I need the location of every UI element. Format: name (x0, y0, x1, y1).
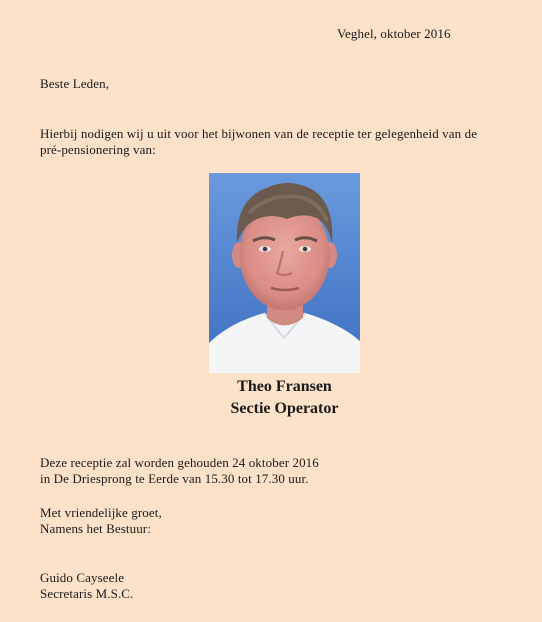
closing-line-1: Met vriendelijke groet, (40, 505, 162, 520)
portrait-illustration (209, 173, 360, 373)
reception-line-1: Deze receptie zal worden gehouden 24 oktober 2016 (40, 455, 319, 470)
date-line: Veghel, oktober 2016 (337, 26, 451, 41)
signature-name: Guido Cayseele (40, 570, 125, 585)
signature-title: Secretaris M.S.C. (40, 586, 134, 601)
intro-line-1: Hierbij nodigen wij u uit voor het bijwonen van de receptie ter gelegenheid van de (40, 126, 478, 141)
person-role: Sectie Operator (230, 400, 339, 417)
intro-line-2: pré-pensionering van: (40, 142, 156, 157)
reception-line-2: in De Driesprong te Eerde van 15.30 tot 17.30 uur. (40, 471, 309, 486)
portrait-photo (209, 173, 360, 373)
closing-line-2: Namens het Bestuur: (40, 521, 151, 536)
person-name: Theo Fransen (237, 378, 332, 395)
greeting: Beste Leden, (40, 76, 110, 91)
